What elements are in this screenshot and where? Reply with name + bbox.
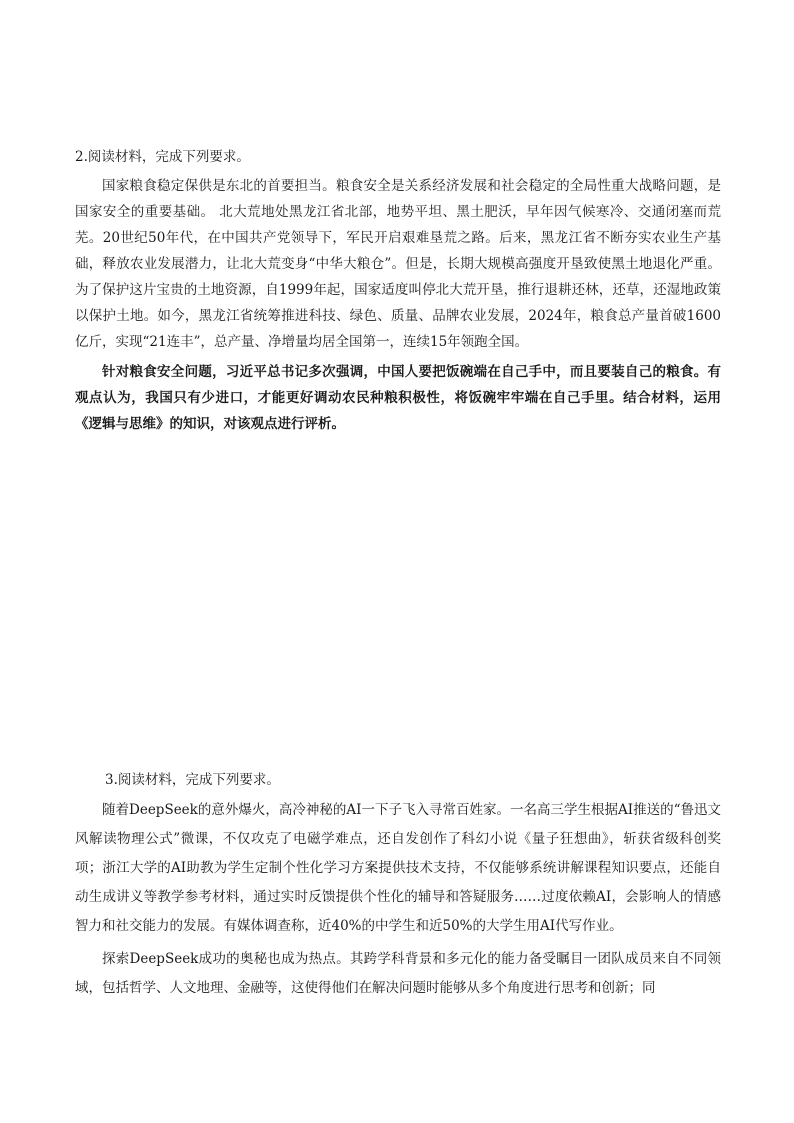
question-3-material-paragraph-1: 随着DeepSeek的意外爆火，高冷神秘的AI一下子飞入寻常百姓家。一名高三学生根据AI推送的“鲁迅文风解读物理公式”微课，不仅攻克了电磁学难点，还自发创作了科幻小说《量子狂想曲》，斩获省级科创奖项；浙江大学的AI助教为学生定制个性化学习方案提供技术支持，不仅能够系统讲解课程知识要点，还能自动生成讲义等教学参考材料，通过实时反馈提供个性化的辅导和答疑服务……过度依赖AI，会影响人的情感智力和社交能力的发展。有媒体调查称，近40%的中学生和近50%的大学生用AI代写作业。 [75, 802, 721, 934]
question-2-heading: 2.阅读材料，完成下列要求。 [75, 149, 250, 165]
question-2 [75, 145, 721, 437]
question-3-material-paragraph-2: 探索DeepSeek成功的奥秘也成为热点。其跨学科背景和多元化的能力备受瞩目一团队成员来自不同领域，包括哲学、人文地理、金融等，这使得他们在解决问题时能够从多个角度进行思考和创新；同 [75, 951, 721, 996]
question-3-heading: 3.阅读材料，完成下列要求。 [105, 772, 280, 788]
question-3 [75, 768, 721, 1003]
question-2-task-paragraph: 针对粮食安全问题，习近平总书记多次强调，中国人要把饭碗端在自己手中，而且要装自己的粮食。有观点认为，我国只有少进口，才能更好调动农民种粮积极性，将饭碗牢牢端在自己手里。结合材料，运用《逻辑与思维》的知识，对该观点进行评析。 [75, 364, 721, 432]
question-2-material-paragraph: 国家粮食稳定保供是东北的首要担当。粮食安全是关系经济发展和社会稳定的全局性重大战略问题，是国家安全的重要基础。 北大荒地处黑龙江省北部，地势平坦、黑土肥沃，早年因气候寒冷、交通闭塞而荒芜。20世纪50年代，在中国共产党领导下，军民开启艰难垦荒之路。后来，黑龙江省不断夯实农业生产基础，释放农业发展潜力，让北大荒变身“中华大粮仓”。但是，长期大规模高强度开垦致使黑土地退化严重。为了保护这片宝贵的土地资源，自1999年起，国家适度叫停北大荒开垦，推行退耕还林，还草，还湿地政策以保护土地。如今，黑龙江省统筹推进科技、绿色、质量、品牌农业发展，2024年，粮食总产量首破1600亿斤，实现“21连丰”，总产量、净增量均居全国第一，连续15年领跑全国。 [75, 178, 721, 350]
